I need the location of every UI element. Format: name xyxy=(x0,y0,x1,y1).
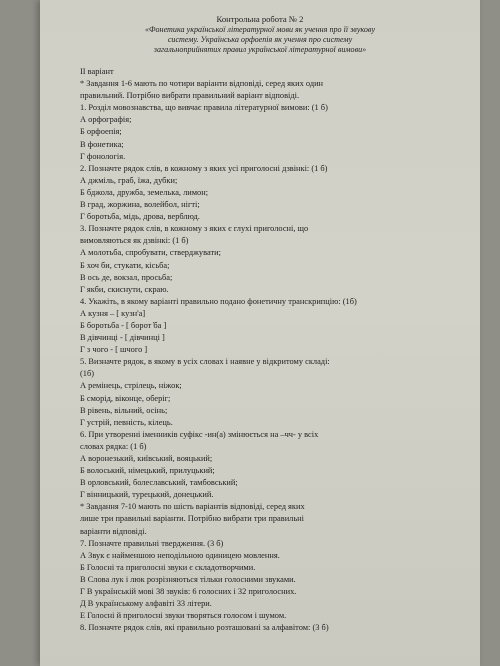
subtitle-line: «Фонетика української літературної мови як учення про її звукову xyxy=(144,24,376,34)
text-line: 2. Позначте рядок слів, в кожному з яких усі приголосні дзвінкі: (1 б) xyxy=(80,163,328,173)
text-line: В ось де, вокзал, просьба; xyxy=(80,272,173,282)
text-line: В дівчинці - [ дівчинці ] xyxy=(80,333,165,343)
text-line: 1. Розділ мовознавства, що вивчає правила літературної вимови: (1 б) xyxy=(80,103,328,113)
text-line: А молотьба, спробувати, стверджувати; xyxy=(80,248,221,258)
text-line: Д В українському алфавіті 33 літери. xyxy=(80,599,212,609)
text-line: * Завдання 1-6 мають по чотири варіанти відповіді, серед яких один xyxy=(80,79,324,89)
text-line: Г В українській мові 38 звуків: 6 голосних і 32 приголосних. xyxy=(80,587,297,597)
text-line: правильний. Потрібно вибрати правильний варіант відповіді. xyxy=(80,91,300,101)
text-line: Г з чого - [ шчого ] xyxy=(80,345,148,355)
paper-sheet xyxy=(40,0,480,666)
text-line: * Завдання 7-10 мають по шість варіантів відповіді, серед яких xyxy=(80,502,305,512)
text-line: словах рядка: (1 б) xyxy=(80,441,147,451)
text-line: Г устрій, певність, кілець. xyxy=(80,417,173,427)
document-body xyxy=(80,66,470,634)
document-title: Контрольна робота № 2 xyxy=(216,14,304,24)
text-line: В фонетика; xyxy=(80,139,124,149)
text-line: В Слова лук і люк розрізняються тільки голосними звуками. xyxy=(80,574,296,584)
text-line: А Звук є найменшою неподільною одиницею мовлення. xyxy=(80,550,280,560)
text-line: А орфографія; xyxy=(80,115,132,125)
text-line: Б боротьба - [ борот ̔ба ] xyxy=(80,320,167,330)
text-line: вимовляються як дзвінкі: (1 б) xyxy=(80,236,189,246)
text-line: Е Голосні й приголосні звуки творяться голосом і шумом. xyxy=(80,611,287,621)
text-line: Б бджола, дружба, земелька, лимон; xyxy=(80,187,209,197)
text-line: варіанти відповіді. xyxy=(80,526,147,536)
document-subtitle xyxy=(40,25,480,55)
text-line: 3. Позначте рядок слів, в кожному з яких є глухі приголосні, що xyxy=(80,224,309,234)
text-line: 6. При утворенні іменників суфікс -ин(а) змінюється на –чч- у всіх xyxy=(80,429,319,439)
text-line: Б хоч би, стукати, кісьба; xyxy=(80,260,170,270)
subtitle-line: систему. Українська орфоепія як учення про систему xyxy=(167,34,353,44)
text-line: ІІ варіант xyxy=(80,67,114,76)
text-line: Б орфоепія; xyxy=(80,127,122,137)
text-line: Г фонологія. xyxy=(80,151,126,161)
document-header xyxy=(40,14,480,55)
text-line: А воронезький, київський, вояцький; xyxy=(80,454,213,463)
text-line: 4. Укажіть, в якому варіанті правильно подано фонетичну транскрипцію: (1б) xyxy=(80,296,357,306)
text-line: 7. Позначте правильні твердження. (3 б) xyxy=(80,538,224,548)
subtitle-line: загальноприйнятих правил української літературної вимови» xyxy=(153,44,367,54)
text-line: А кузня – [ кузн'а] xyxy=(80,308,146,318)
text-line: Г боротьба, мідь, дрова, верблюд. xyxy=(80,212,200,222)
text-line: Б сморід, віконце, оберіг; xyxy=(80,393,171,403)
text-line: В орловський, болеславський, тамбовський; xyxy=(80,478,238,488)
text-line: А джміль, граб, їжа, дубки; xyxy=(80,175,178,185)
text-line: Г вінницький, турецький, донецький. xyxy=(80,490,214,500)
text-line: Г якби, скиснути, скраю. xyxy=(80,284,169,294)
text-line: А ремінець, стрілець, ніжок; xyxy=(80,381,182,391)
text-line: В рівень, вільний, осінь; xyxy=(80,405,168,415)
text-line: 5. Визначте рядок, в якому в усіх словах і наявне у відкритому складі: xyxy=(80,357,330,367)
text-line: лише три правильні варіанти. Потрібно вибрати три правильні xyxy=(80,514,304,524)
text-line: В град, жоржина, волейбол, нігті; xyxy=(80,200,200,210)
text-line: (1б) xyxy=(80,369,95,379)
text-line: Б Голосні та приголосні звуки є складотворчими. xyxy=(80,562,256,572)
text-line: 8. Позначте рядок слів, які правильно розташовані за алфавітом: (3 б) xyxy=(80,623,329,633)
text-line: Б волоський, німецький, прилуцький; xyxy=(80,466,215,476)
